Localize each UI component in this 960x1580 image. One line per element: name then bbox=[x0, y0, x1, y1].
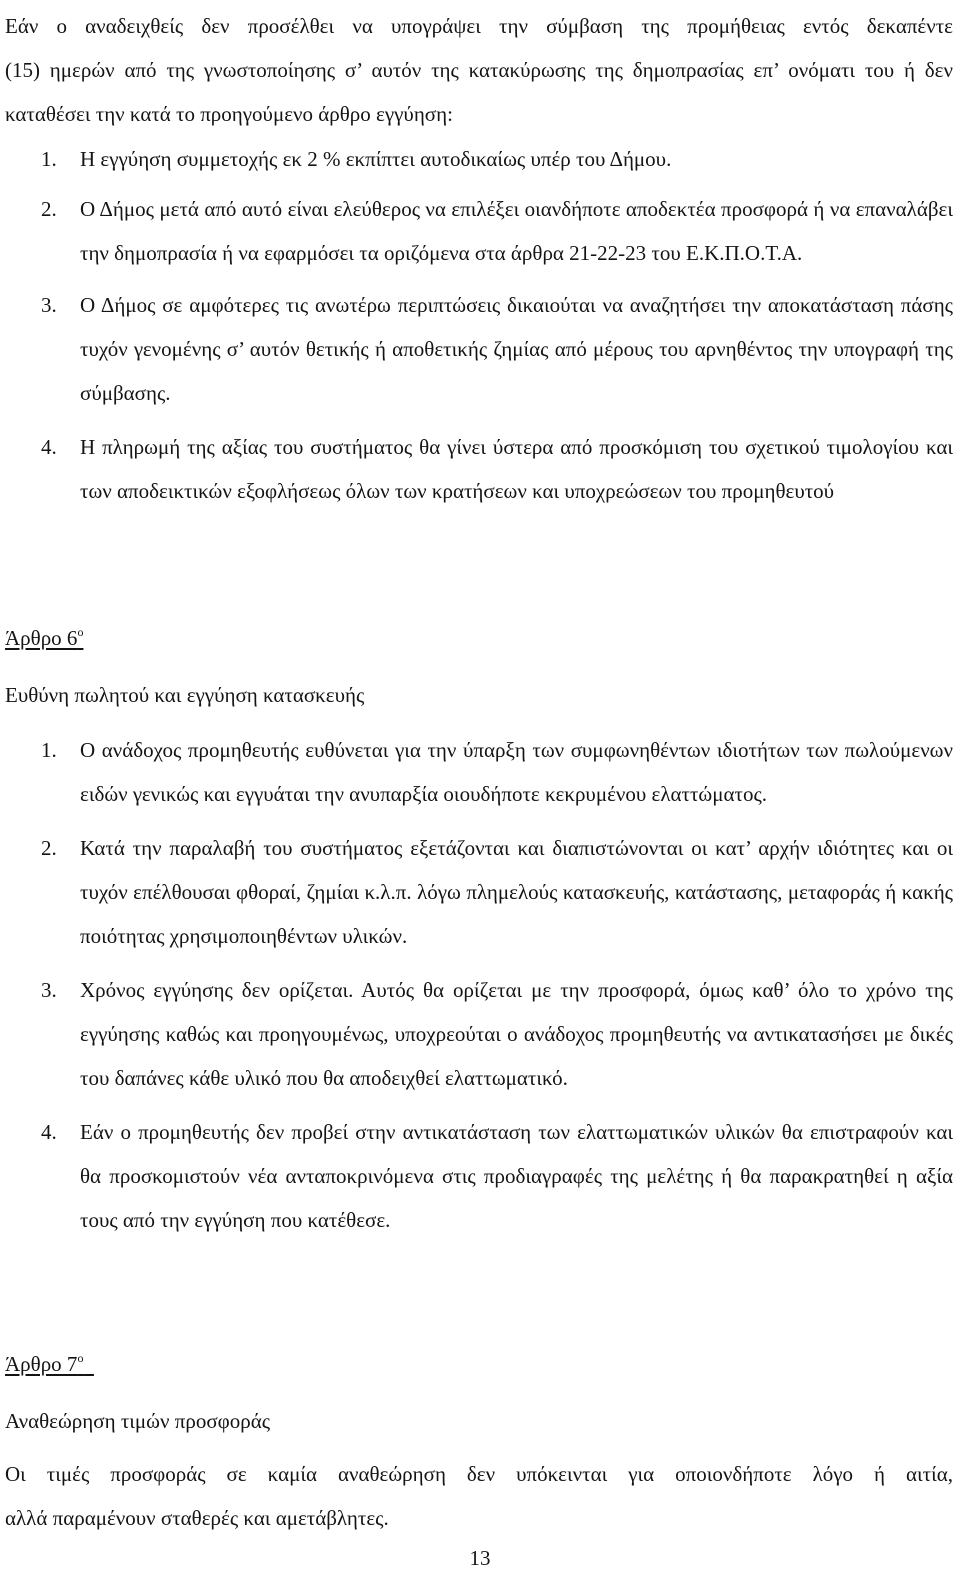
list-item-text: Η πληρωμή της αξίας του συστήματος θα γίνει ύστερα από προσκόμιση του σχετικού τιμολογίου και των αποδεικτικών εξοφλήσεως όλων των κρατήσεων και υποχρεώσεων του προμηθευτού bbox=[80, 435, 953, 503]
list-item bbox=[5, 968, 953, 1100]
price-revision-paragraph bbox=[5, 1452, 953, 1540]
article-6-subtitle: Ευθύνη πωλητού και εγγύηση κατασκευής bbox=[5, 683, 365, 707]
list-item bbox=[5, 728, 953, 816]
article-7-heading bbox=[5, 1349, 94, 1379]
article-7-label: Άρθρο $7^o$ bbox=[5, 1351, 84, 1376]
article-6-label: Άρθρο $6^o$ bbox=[5, 625, 84, 650]
article-6-heading bbox=[5, 623, 83, 653]
list-item-number: 4. bbox=[41, 435, 57, 459]
list-item bbox=[5, 137, 953, 181]
list-item-text: Η εγγύηση συμμετοχής εκ 2 % εκπίπτει αυτοδικαίως υπέρ του Δήμου. bbox=[80, 147, 672, 171]
list-item-number: 2. bbox=[41, 836, 57, 860]
list-item-text: Κατά την παραλαβή του συστήματος εξετάζονται και διαπιστώνονται οι κατ’ αρχήν ιδιότητες και οι τυχόν επέλθουσαι φθοραί, ζημίαι κ.λ.π. λόγω πλημελούς κατασκευής, κατάστασης, μεταφοράς ή κακής ποιότητας χρησιμοποιηθέντων υλικών. bbox=[80, 836, 953, 948]
list-item-number: 2. bbox=[41, 197, 57, 221]
list-item-number: 3. bbox=[41, 293, 57, 317]
intro-paragraph bbox=[5, 4, 953, 136]
page-number: 13 bbox=[469, 1546, 491, 1570]
outro-rest: αλλά παραμένουν σταθερές και αμετάβλητες. bbox=[5, 1506, 389, 1530]
list-item bbox=[5, 283, 953, 415]
list-item-text: Εάν ο προμηθευτής δεν προβεί στην αντικατάσταση των ελαττωματικών υλικών θα επιστραφούν και θα προσκομιστούν νέα ανταποκρινόμενα στις προδιαγραφές της μελέτης ή θα παρακρατηθεί η αξία τους από την εγγύηση που κατέθεσε. bbox=[80, 1120, 953, 1232]
list-item-text: Χρόνος εγγύησης δεν ορίζεται. Αυτός θα ορίζεται με την προσφορά, όμως καθ’ όλο το χρόνο της εγγύησης καθώς και προηγουμένως, υποχρεούται ο ανάδοχος προμηθευτής να αντικατασήσει με δικές του δαπάνες κάθε υλικό που θα αποδειχθεί ελαττωματικό. bbox=[80, 978, 953, 1090]
list-item-number: 1. bbox=[41, 738, 57, 762]
warranty-list bbox=[5, 728, 953, 1242]
list-item-number: 1. bbox=[41, 147, 57, 171]
outro-first-line: Οι τιμές προσφοράς σε καμία αναθεώρηση δεν υπόκεινται για οποιονδήποτε λόγο ή αιτία, bbox=[5, 1462, 953, 1486]
list-item-number: 4. bbox=[41, 1120, 57, 1144]
list-item-text: Ο ανάδοχος προμηθευτής ευθύνεται για την ύπαρξη των συμφωνηθέντων ιδιοτήτων των πωλούμενων ειδών γενικώς και εγγυάται την ανυπαρξία οιουδήποτε κεκρυμένου ελαττώματος. bbox=[80, 738, 953, 806]
consequences-list bbox=[5, 137, 953, 513]
list-item-text: Ο Δήμος σε αμφότερες τις ανωτέρω περιπτώσεις δικαιούται να αναζητήσει την αποκατάσταση πάσης τυχόν γενομένης σ’ αυτόν θετικής ή αποθετικής ζημίας από μέρους του αρνηθέντος την υπογραφή της σύμβασης. bbox=[80, 293, 953, 405]
list-item bbox=[5, 425, 953, 513]
intro-first-line: Εάν ο αναδειχθείς δεν προσέλθει να υπογράψει την σύμβαση της προμήθειας εντός δεκαπέντε bbox=[5, 14, 953, 38]
list-item-number: 3. bbox=[41, 978, 57, 1002]
list-item-text: Ο Δήμος μετά από αυτό είναι ελεύθερος να επιλέξει οιανδήποτε αποδεκτέα προσφορά ή να επαναλάβει την δημοπρασία ή να εφαρμόσει τα οριζόμενα στα άρθρα 21-22-23 του Ε.Κ.Π.Ο.Τ.Α. bbox=[80, 197, 953, 265]
list-item bbox=[5, 826, 953, 958]
list-item bbox=[5, 1110, 953, 1242]
article-7-subtitle: Αναθεώρηση τιμών προσφοράς bbox=[5, 1409, 271, 1433]
intro-rest: (15) ημερών από της γνωστοποίησης σ’ αυτόν της κατακύρωσης της δημοπρασίας επ’ ονόματι του ή δεν καταθέσει την κατά το προηγούμενο άρθρο εγγύηση: bbox=[5, 58, 953, 126]
list-item bbox=[5, 187, 953, 275]
